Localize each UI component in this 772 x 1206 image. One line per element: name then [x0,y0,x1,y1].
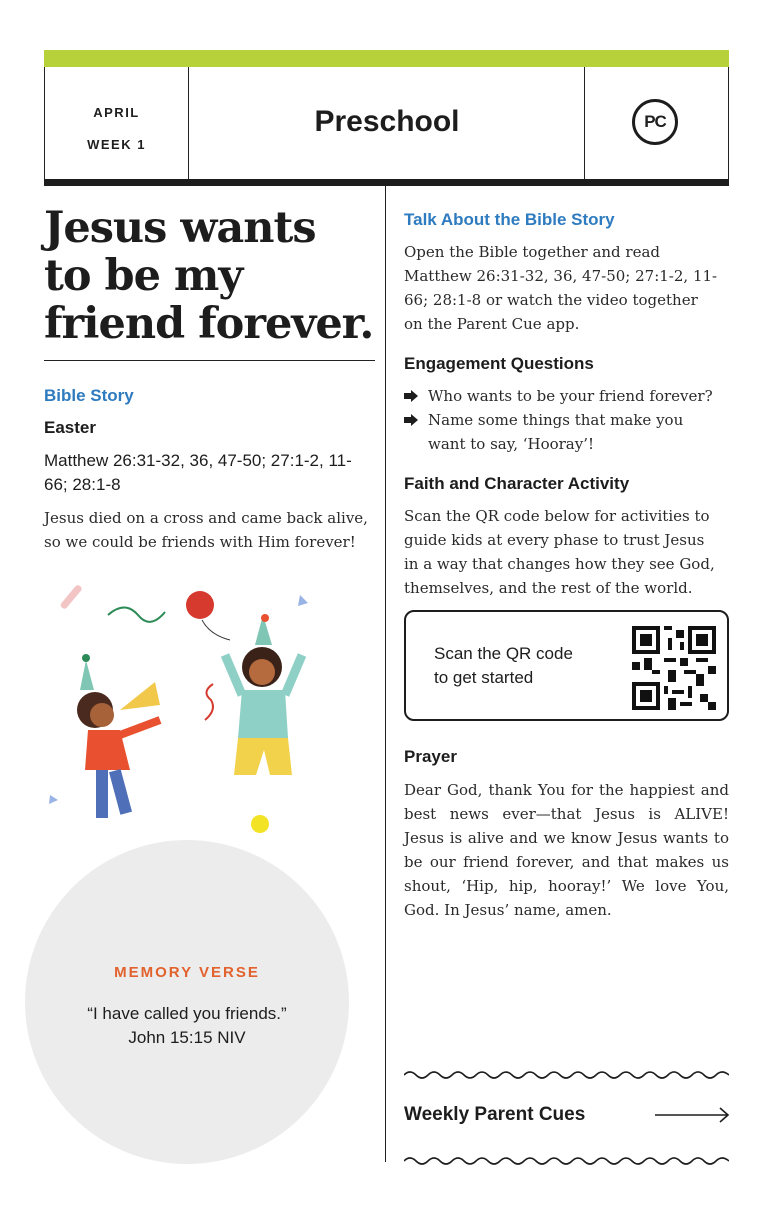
qr-line-1: Scan the QR code [434,644,573,663]
prayer-heading: Prayer [404,747,457,766]
bible-story-summary: Jesus died on a cross and came back alive, so we could be friends with Him forever! [44,509,368,551]
memory-verse-quote: “I have called you friends.” [87,1004,287,1023]
talk-about-heading: Talk About the Bible Story [404,210,615,229]
bullet-arrow-icon [404,414,418,426]
bible-story-reference: Matthew 26:31-32, 36, 47-50; 27:1-2, 11-66; 28:1-8 [44,451,352,494]
faith-activity-body: Scan the QR code below for activities to guide kids at every phase to trust Jesus in a way that changes how they see God, themselves, and the rest of the world. [404,507,715,597]
headline-rule [44,360,375,361]
engagement-questions-list [404,384,724,456]
faith-activity-heading: Faith and Character Activity [404,474,630,493]
list-item [404,408,724,456]
page-title: Preschool [314,105,460,138]
question-text: Name some things that make you want to say, ‘Hooray’! [428,411,684,453]
headline: Jesus wants to be my friend forever. [44,203,374,349]
bible-story-heading: Bible Story [44,386,134,405]
wave-divider-bottom [404,1155,729,1167]
memory-verse-label: MEMORY VERSE [114,964,260,981]
engagement-heading: Engagement Questions [404,354,594,373]
right-arrow-icon[interactable] [655,1106,730,1124]
page-header [44,67,729,179]
list-item [404,384,724,408]
qr-card-text [434,642,573,690]
logo-text: PC [644,112,666,131]
top-accent-bar [44,50,729,67]
celebration-illustration [30,570,360,840]
talk-about-body: Open the Bible together and read Matthew 26:31-32, 36, 47-50; 27:1-2, 11-66; 28:1-8 or watch the video together on the Parent Cue app. [404,243,718,333]
prayer-body: Dear God, thank You for the happiest and best news ever—that Jesus is ALIVE! Jesus is alive and we know Jesus wants to be our friend forever, and that makes us shout, ‘Hip, hip, hooray!’ We love You, God. In Jesus’ name, amen. [404,781,729,919]
qr-card[interactable] [404,610,729,721]
week-label: WEEK 1 [87,137,146,152]
pc-logo-icon [632,99,678,145]
qr-code-icon[interactable] [632,626,716,710]
question-text: Who wants to be your friend forever? [428,387,713,405]
column-divider [385,186,386,1162]
month-week-label [45,97,188,161]
memory-verse-text [25,1002,349,1050]
month-label: APRIL [93,105,140,120]
qr-line-2: to get started [434,668,534,687]
wave-divider-top [404,1069,729,1081]
bible-story-title: Easter [44,418,96,437]
header-bottom-rule [44,179,729,186]
weekly-parent-cues-link[interactable]: Weekly Parent Cues [404,1104,586,1125]
memory-verse-reference: John 15:15 NIV [128,1028,246,1047]
bullet-arrow-icon [404,390,418,402]
